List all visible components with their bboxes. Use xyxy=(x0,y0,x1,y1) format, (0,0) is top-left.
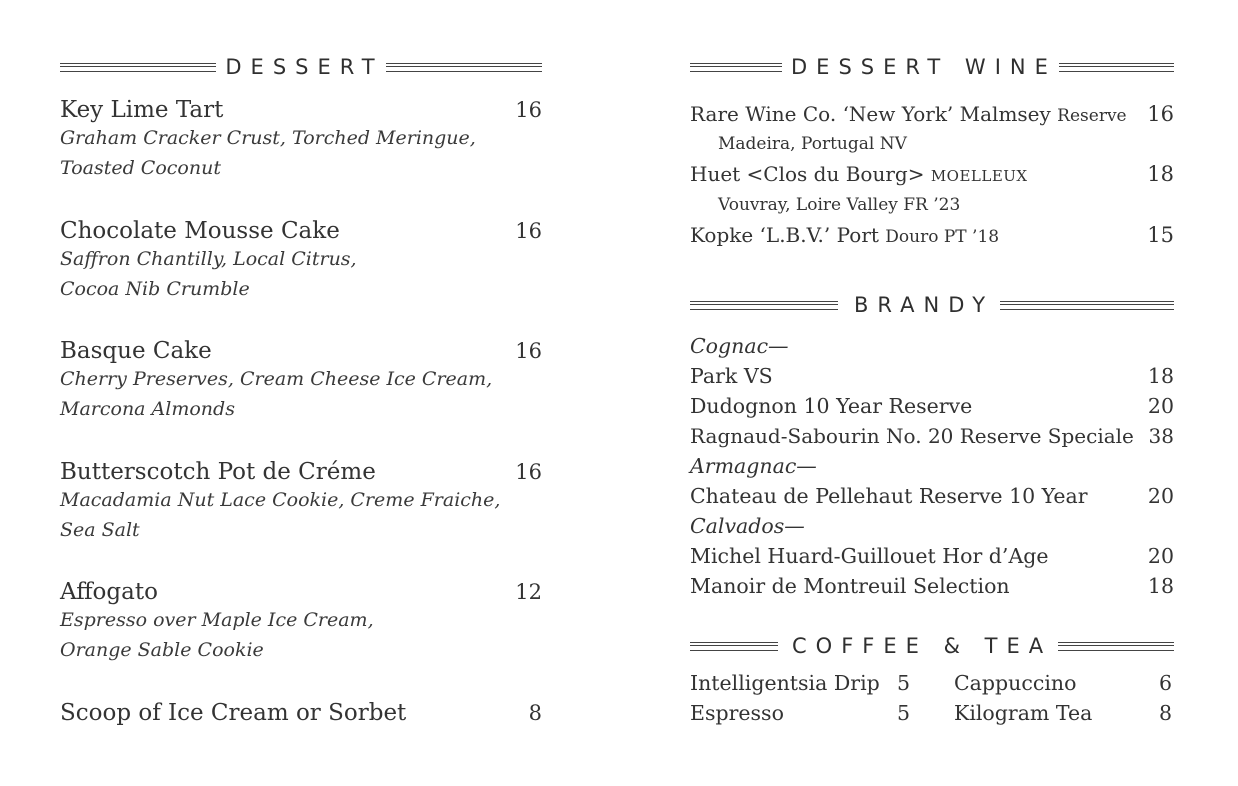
brandy-title: BRANDY xyxy=(854,293,995,317)
item-name: Chateau de Pellehaut Reserve 10 Year xyxy=(690,484,1088,508)
item-name: Scoop of Ice Cream or Sorbet xyxy=(60,700,407,726)
item-price: 38 xyxy=(1148,424,1174,448)
wine-item-malmsey xyxy=(690,102,1174,126)
header-rule xyxy=(386,63,542,72)
item-price: 20 xyxy=(1147,544,1174,568)
coffee-item xyxy=(954,671,1172,695)
item-price: 8 xyxy=(528,701,542,725)
item-suffix: Douro PT ’18 xyxy=(885,227,1000,247)
brandy-item xyxy=(690,394,1174,418)
brandy-item xyxy=(690,544,1174,568)
dessert-wine-title: DESSERT WINE xyxy=(791,55,1057,79)
coffee-item xyxy=(690,671,910,695)
item-price: 20 xyxy=(1147,394,1174,418)
item-name: Park VS xyxy=(690,364,773,388)
wine-item-kopke xyxy=(690,223,1174,247)
item-name: Rare Wine Co. ‘New York’ Malmsey xyxy=(690,102,1051,126)
header-rule xyxy=(60,63,216,72)
item-price: 16 xyxy=(515,219,542,243)
item-price: 18 xyxy=(1147,574,1174,598)
item-name: Manoir de Montreuil Selection xyxy=(690,574,1010,598)
dessert-wine-header xyxy=(690,57,1174,77)
item-price: 16 xyxy=(1147,102,1174,126)
item-desc: Sea Salt xyxy=(60,519,140,541)
item-suffix: Reserve xyxy=(1057,106,1127,126)
header-rule xyxy=(1000,301,1174,310)
item-desc: Marcona Almonds xyxy=(60,398,235,420)
brandy-item xyxy=(690,484,1174,508)
header-rule xyxy=(1059,63,1174,72)
brandy-item xyxy=(690,424,1174,448)
item-desc: Graham Cracker Crust, Torched Meringue, xyxy=(60,127,476,149)
item-price: 6 xyxy=(1158,671,1172,695)
item-region: Vouvray, Loire Valley FR ’23 xyxy=(718,195,961,215)
item-price: 16 xyxy=(515,339,542,363)
item-name: Michel Huard-Guillouet Hor d’Age xyxy=(690,544,1049,568)
item-name: Ragnaud-Sabourin No. 20 Reserve Speciale xyxy=(690,424,1134,448)
item-name: Cappuccino xyxy=(954,671,1077,695)
item-price: 12 xyxy=(515,580,542,604)
item-desc: Macadamia Nut Lace Cookie, Creme Fraiche, xyxy=(60,489,501,511)
cognac-label: Cognac— xyxy=(690,334,789,358)
item-price: 20 xyxy=(1147,484,1174,508)
item-name: Huet <Clos du Bourg> xyxy=(690,162,925,186)
dessert-item-scoop xyxy=(60,700,542,726)
item-name: Kilogram Tea xyxy=(954,701,1093,725)
item-name: Dudognon 10 Year Reserve xyxy=(690,394,973,418)
item-name: Kopke ‘L.B.V.’ Port xyxy=(690,223,879,247)
brandy-item xyxy=(690,364,1174,388)
header-rule xyxy=(690,63,782,72)
item-name: Key Lime Tart xyxy=(60,97,224,123)
item-name: Butterscotch Pot de Créme xyxy=(60,459,376,485)
item-desc: Espresso over Maple Ice Cream, xyxy=(60,609,374,631)
header-rule xyxy=(690,301,838,310)
dessert-item-key-lime-tart xyxy=(60,97,542,183)
wine-item-huet xyxy=(690,162,1174,186)
item-price: 18 xyxy=(1147,364,1174,388)
item-name: Chocolate Mousse Cake xyxy=(60,218,340,244)
item-price: 8 xyxy=(1158,701,1172,725)
item-desc: Cherry Preserves, Cream Cheese Ice Cream, xyxy=(60,368,493,390)
item-price: 16 xyxy=(515,98,542,122)
coffee-item xyxy=(690,701,910,725)
item-region: Madeira, Portugal NV xyxy=(718,134,907,154)
brandy-header xyxy=(690,295,1174,315)
item-price: 18 xyxy=(1147,162,1174,186)
item-name: Basque Cake xyxy=(60,338,212,364)
item-price: 15 xyxy=(1147,223,1174,247)
brandy-item xyxy=(690,574,1174,598)
coffee-tea-title: COFFEE & TEA xyxy=(792,634,1053,658)
item-price: 5 xyxy=(896,671,910,695)
dessert-item-affogato xyxy=(60,579,542,665)
armagnac-label: Armagnac— xyxy=(690,454,817,478)
header-rule xyxy=(1058,642,1174,651)
dessert-item-butterscotch-pot-de-creme xyxy=(60,459,542,545)
dessert-item-basque-cake xyxy=(60,338,542,424)
coffee-tea-header xyxy=(690,636,1174,656)
dessert-header xyxy=(60,57,542,77)
item-name: Affogato xyxy=(60,579,158,605)
item-desc: Cocoa Nib Crumble xyxy=(60,278,250,300)
item-price: 16 xyxy=(515,460,542,484)
item-name: Intelligentsia Drip xyxy=(690,671,880,695)
item-desc: Toasted Coconut xyxy=(60,157,221,179)
coffee-item xyxy=(954,701,1172,725)
calvados-label: Calvados— xyxy=(690,514,805,538)
item-desc: Orange Sable Cookie xyxy=(60,639,264,661)
item-suffix: MOELLEUX xyxy=(930,167,1028,185)
item-price: 5 xyxy=(896,701,910,725)
dessert-title: DESSERT xyxy=(225,55,384,79)
header-rule xyxy=(690,642,778,651)
dessert-item-chocolate-mousse-cake xyxy=(60,218,542,304)
item-name: Espresso xyxy=(690,701,784,725)
item-desc: Saffron Chantilly, Local Citrus, xyxy=(60,248,357,270)
